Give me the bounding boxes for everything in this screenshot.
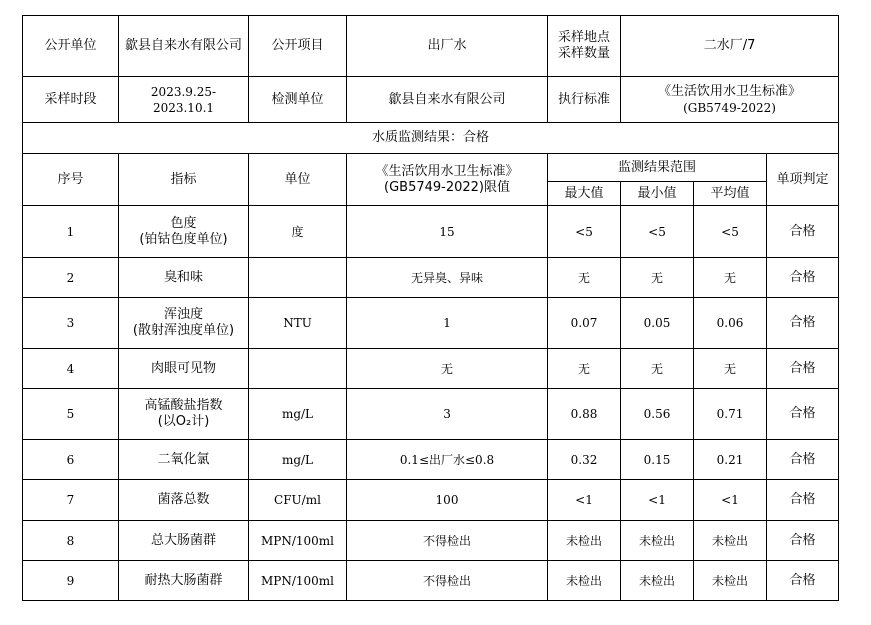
header-row-2 — [23, 77, 839, 123]
col-limit-line1: 《生活饮用水卫生标准》 — [375, 163, 519, 179]
col-max: 最大值 — [548, 182, 621, 206]
indicator-name: 菌落总数 — [157, 492, 210, 507]
seq-cell: 5 — [23, 389, 119, 440]
table-row — [23, 258, 839, 298]
table-row — [23, 561, 839, 601]
indicator-cell — [119, 349, 249, 389]
limit-cell: 无 — [347, 349, 548, 389]
table-row — [23, 521, 839, 561]
limit-cell: 不得检出 — [347, 561, 548, 601]
indicator-cell — [119, 521, 249, 561]
unit-cell — [249, 349, 347, 389]
col-range: 监测结果范围 — [548, 154, 767, 182]
indicator-cell — [119, 389, 249, 440]
indicator-cell — [119, 480, 249, 521]
indicator-cell — [119, 258, 249, 298]
sampling-site-label-line1: 采样地点 — [558, 30, 611, 45]
indicator-subtitle: (铂钴色度单位) — [139, 231, 228, 247]
indicator-cell — [119, 206, 249, 258]
result-banner: 水质监测结果：合格 — [23, 123, 839, 154]
indicator-name: 总大肠菌群 — [150, 532, 216, 548]
seq-cell: 2 — [23, 258, 119, 298]
sampling-site-label-line2: 采样数量 — [558, 46, 611, 61]
seq-cell: 1 — [23, 206, 119, 258]
indicator-name: 二氧化氯 — [157, 451, 210, 467]
standard-value — [621, 77, 839, 123]
indicator-subtitle: (散射浑浊度单位) — [132, 323, 235, 338]
publisher-value: 歙县自来水有限公司 — [119, 16, 249, 77]
indicator-name: 浑浊度 — [163, 307, 203, 322]
limit-cell: 0.1≤出厂水≤0.8 — [347, 440, 548, 480]
avg-cell: 0.06 — [694, 298, 767, 349]
min-cell: 未检出 — [621, 521, 694, 561]
verdict-cell: 合格 — [767, 561, 839, 601]
max-cell: 0.07 — [548, 298, 621, 349]
indicator-name: 肉眼可见物 — [150, 360, 216, 376]
avg-cell: <5 — [694, 206, 767, 258]
indicator-cell — [119, 440, 249, 480]
col-indicator: 指标 — [119, 154, 249, 206]
limit-cell: 1 — [347, 298, 548, 349]
header-row-1 — [23, 16, 839, 77]
seq-cell: 8 — [23, 521, 119, 561]
verdict-cell: 合格 — [767, 298, 839, 349]
max-cell: <5 — [548, 206, 621, 258]
max-cell: 未检出 — [548, 561, 621, 601]
unit-cell: mg/L — [249, 389, 347, 440]
avg-cell: 0.71 — [694, 389, 767, 440]
sampling-site-value: 二水厂/7 — [621, 16, 839, 77]
standard-value-line2: (GB5749-2022) — [683, 100, 776, 115]
lab-value: 歙县自来水有限公司 — [347, 77, 548, 123]
lab-label: 检测单位 — [249, 77, 347, 123]
verdict-cell: 合格 — [767, 480, 839, 521]
max-cell: 无 — [548, 258, 621, 298]
avg-cell: 无 — [694, 349, 767, 389]
max-cell: 未检出 — [548, 521, 621, 561]
indicator-name: 臭和味 — [163, 269, 203, 285]
unit-cell: mg/L — [249, 440, 347, 480]
verdict-cell: 合格 — [767, 389, 839, 440]
max-cell: <1 — [548, 480, 621, 521]
limit-cell: 100 — [347, 480, 548, 521]
table-row — [23, 480, 839, 521]
limit-cell: 3 — [347, 389, 548, 440]
min-cell: 0.15 — [621, 440, 694, 480]
col-unit: 单位 — [249, 154, 347, 206]
column-header-row-1 — [23, 154, 839, 182]
min-cell: 未检出 — [621, 561, 694, 601]
unit-cell: NTU — [249, 298, 347, 349]
min-cell: 无 — [621, 258, 694, 298]
item-value: 出厂水 — [347, 16, 548, 77]
min-cell: <1 — [621, 480, 694, 521]
table-row — [23, 298, 839, 349]
col-seq: 序号 — [23, 154, 119, 206]
table-row — [23, 440, 839, 480]
item-label: 公开项目 — [249, 16, 347, 77]
max-cell: 0.32 — [548, 440, 621, 480]
verdict-cell: 合格 — [767, 521, 839, 561]
seq-cell: 6 — [23, 440, 119, 480]
min-cell: 无 — [621, 349, 694, 389]
verdict-cell: 合格 — [767, 440, 839, 480]
seq-cell: 7 — [23, 480, 119, 521]
table-row — [23, 349, 839, 389]
period-label: 采样时段 — [23, 77, 119, 123]
indicator-name: 色度 — [170, 215, 197, 231]
table-row — [23, 206, 839, 258]
avg-cell: 无 — [694, 258, 767, 298]
publisher-label: 公开单位 — [23, 16, 119, 77]
indicator-subtitle: (以O₂计) — [157, 414, 210, 429]
limit-cell: 15 — [347, 206, 548, 258]
limit-cell: 不得检出 — [347, 521, 548, 561]
period-value: 2023.9.25-2023.10.1 — [119, 77, 249, 123]
max-cell: 0.88 — [548, 389, 621, 440]
table-row — [23, 389, 839, 440]
avg-cell: 未检出 — [694, 521, 767, 561]
verdict-cell: 合格 — [767, 349, 839, 389]
avg-cell: <1 — [694, 480, 767, 521]
col-avg: 平均值 — [694, 182, 767, 206]
indicator-name: 高锰酸盐指数 — [144, 398, 223, 413]
seq-cell: 9 — [23, 561, 119, 601]
col-limit-line2: (GB5749-2022)限值 — [384, 179, 510, 195]
min-cell: 0.05 — [621, 298, 694, 349]
result-banner-row — [23, 123, 839, 154]
unit-cell: 度 — [249, 206, 347, 258]
indicator-cell — [119, 561, 249, 601]
unit-cell: MPN/100ml — [249, 561, 347, 601]
col-min: 最小值 — [621, 182, 694, 206]
min-cell: <5 — [621, 206, 694, 258]
water-quality-table — [22, 15, 839, 601]
limit-cell: 无异臭、异味 — [347, 258, 548, 298]
max-cell: 无 — [548, 349, 621, 389]
unit-cell: CFU/ml — [249, 480, 347, 521]
standard-label: 执行标准 — [548, 77, 621, 123]
avg-cell: 0.21 — [694, 440, 767, 480]
verdict-cell: 合格 — [767, 206, 839, 258]
col-limit — [347, 154, 548, 206]
seq-cell: 3 — [23, 298, 119, 349]
unit-cell — [249, 258, 347, 298]
min-cell: 0.56 — [621, 389, 694, 440]
sampling-site-label — [548, 16, 621, 77]
unit-cell: MPN/100ml — [249, 521, 347, 561]
col-verdict: 单项判定 — [767, 154, 839, 206]
data-rows — [23, 206, 839, 601]
indicator-cell — [119, 298, 249, 349]
indicator-name: 耐热大肠菌群 — [144, 572, 223, 588]
avg-cell: 未检出 — [694, 561, 767, 601]
standard-value-line1: 《生活饮用水卫生标准》 — [658, 83, 802, 99]
seq-cell: 4 — [23, 349, 119, 389]
verdict-cell: 合格 — [767, 258, 839, 298]
